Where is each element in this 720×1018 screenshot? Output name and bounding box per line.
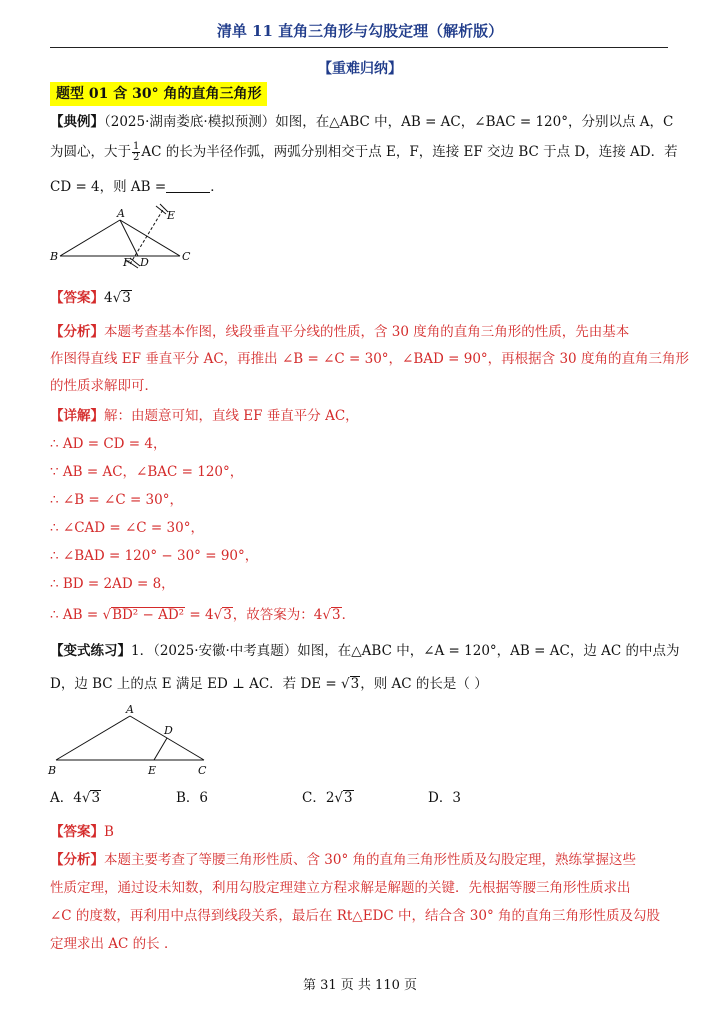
variant-line-1: 【变式练习】1．（2025·安徽·中考真题）如图，在△ABC 中，∠A = 120°，AB = AC，边 AC 的中点为 (50, 643, 680, 659)
detail-step: ∴ ∠CAD = ∠C = 30°， (50, 520, 204, 536)
detail-step: ∴ ∠BAD = 120° − 30° = 90°， (50, 548, 259, 564)
analysis-2-line-3: ∠C 的度数，再利用中点得到线段关系，最后在 Rt△EDC 中，结合含 30° 角的直角三角形性质及勾股 (50, 908, 661, 924)
example-text-1: （2025·湖南娄底·模拟预测）如图，在△ABC 中，AB = AC，∠BAC = 120°，分别以点 A，C (104, 114, 674, 130)
example-text-2a: 为圆心，大于 (50, 144, 131, 160)
label-C: C (198, 764, 207, 777)
example-figure (48, 202, 198, 274)
header-divider (50, 47, 668, 48)
example-text-3: CD = 4，则 AB = (50, 179, 167, 195)
answer-1: 【答案】4√3 (50, 290, 131, 306)
analysis-2-line-1: 【分析】本题主要考查了等腰三角形性质、含 30° 角的直角三角形性质及勾股定理，熟练掌握这些 (50, 852, 637, 868)
detail-step: ∵ AB = AC，∠BAC = 120°， (50, 464, 244, 480)
answer-blank (166, 178, 210, 193)
detail-1-line-1: 【详解】解：由题意可知，直线 EF 垂直平分 AC， (50, 408, 359, 424)
analysis-2-line-2: 性质定理，通过设未知数，利用勾股定理建立方程求解是解题的关键．先根据等腰三角形性质求出 (50, 880, 631, 896)
analysis-2-line-4: 定理求出 AC 的长 ． (50, 936, 178, 952)
option-a[interactable]: A．4√3 (50, 790, 101, 806)
label-B: B (50, 250, 59, 263)
variant-figure (46, 700, 216, 780)
edge-BA (60, 220, 120, 256)
label-E: E (167, 209, 176, 222)
example-line-1 (50, 112, 674, 132)
variant-line-2: D，边 BC 上的点 E 满足 ED ⊥ AC．若 DE = √3，则 AC 的长是（ ） (50, 676, 488, 692)
option-b[interactable]: B．6 (176, 790, 209, 806)
section-heading: 【重难归纳】 (318, 61, 402, 77)
page-number: 第 31 页 共 110 页 (302, 978, 418, 993)
detail-step: ∴ AD = CD = 4， (50, 436, 167, 452)
question-type-label: 题型 01 含 30° 角的直角三角形 (50, 82, 267, 106)
label-D: D (140, 256, 149, 269)
analysis-1-line-3: 的性质求解即可． (50, 378, 158, 394)
fraction-half: $\frac{1}{2}$ (133, 141, 140, 163)
edge-BA (56, 716, 130, 760)
label-A: A (117, 207, 125, 220)
label-F: F (123, 256, 131, 269)
detail-step: ∴ ∠B = ∠C = 30°， (50, 492, 183, 508)
detail-conclusion: ∴ AB = √BD² − AD² = 4√3，故答案为：4√3． (50, 607, 356, 623)
label-C: C (182, 250, 191, 263)
answer-2: 【答案】B (50, 824, 114, 840)
example-line-3: CD = 4，则 AB = ． (50, 179, 224, 195)
detail-step: ∴ BD = 2AD = 8， (50, 576, 175, 592)
analysis-1-line-2: 作图得直线 EF 垂直平分 AC，再推出 ∠B = ∠C = 30°，∠BAD = 90°，再根据含 30 度角的直角三角形 (50, 351, 689, 367)
edge-DE (154, 738, 167, 760)
label-E: E (148, 764, 157, 777)
label-B: B (48, 764, 57, 777)
option-c[interactable]: C．2√3 (302, 790, 353, 806)
label-D: D (164, 724, 173, 737)
document-title: 清单 11 直角三角形与勾股定理（解析版） (216, 22, 504, 40)
example-text-2b: AC 的长为半径作弧，两弧分别相交于点 E，F，连接 EF 交边 BC 于点 D，连接 AD．若 (141, 144, 678, 160)
analysis-1-line-1: 【分析】本题考查基本作图，线段垂直平分线的性质，含 30 度角的直角三角形的性质，先由基本 (50, 324, 630, 340)
option-d[interactable]: D．3 (428, 790, 461, 806)
example-line-2 (50, 141, 678, 163)
label-A: A (126, 703, 134, 716)
example-tag: 【典例】 (50, 114, 104, 130)
